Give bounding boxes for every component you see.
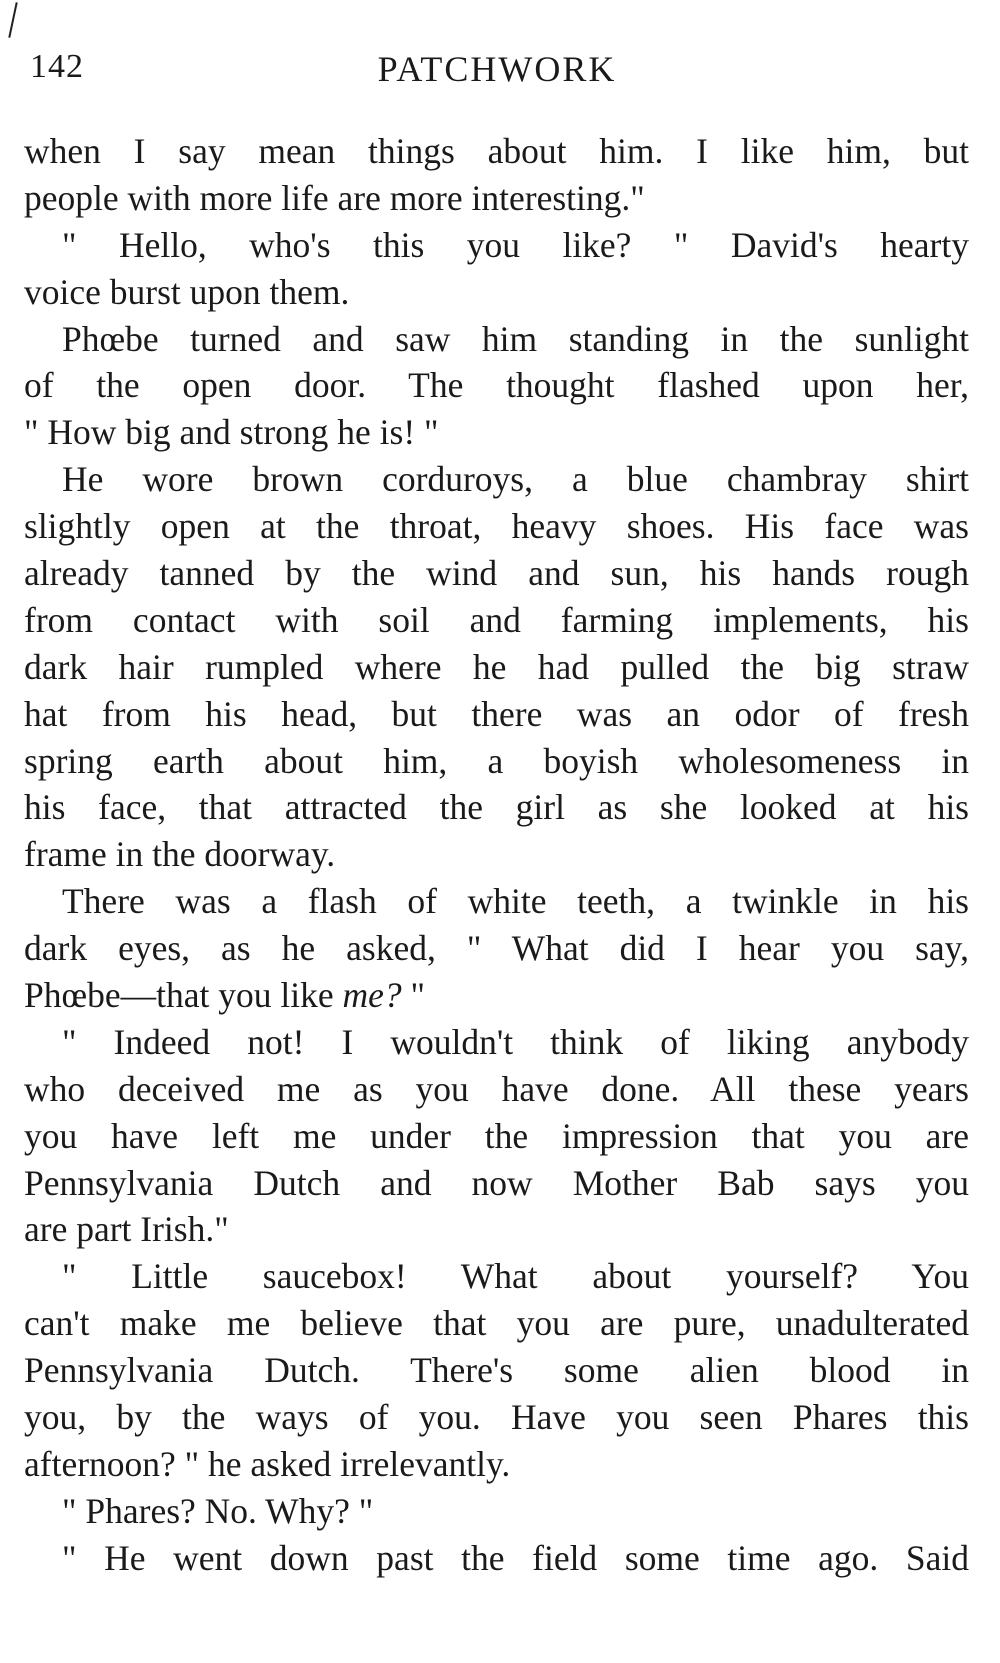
- text-line: from contact with soil and farming implements, his: [24, 599, 969, 640]
- text-line: Pennsylvania Dutch and now Mother Bab says you: [24, 1162, 969, 1203]
- text-line: who deceived me as you have done. All these years: [24, 1068, 969, 1109]
- text-line: of the open door. The thought flashed upon her,: [24, 365, 969, 406]
- text-line: you, by the ways of you. Have you seen Phares this: [24, 1397, 969, 1438]
- text-line: [24, 972, 969, 1019]
- text-line: already tanned by the wind and sun, his hands rough: [24, 553, 969, 594]
- page-number: 142: [30, 48, 84, 85]
- text-line: " He went down past the field some time ago. Said: [62, 1537, 969, 1578]
- text-line: frame in the doorway.: [24, 834, 336, 875]
- text-line: are part Irish.": [24, 1209, 229, 1250]
- text-segment: ": [401, 975, 426, 1016]
- text-line: hat from his head, but there was an odor of fresh: [24, 693, 969, 734]
- text-line: spring earth about him, a boyish wholesomeness in: [24, 740, 969, 781]
- text-line: people with more life are more interesting.": [24, 177, 645, 218]
- text-line: " Hello, who's this you like? " David's hearty: [62, 224, 969, 265]
- text-line: can't make me believe that you are pure, unadulterated: [24, 1303, 969, 1344]
- text-line: dark eyes, as he asked, " What did I hear you say,: [24, 928, 969, 969]
- text-line: Pennsylvania Dutch. There's some alien blood in: [24, 1350, 969, 1391]
- text-line: when I say mean things about him. I like him, but: [24, 131, 969, 171]
- text-line: his face, that attracted the girl as she looked at his: [24, 787, 969, 828]
- text-line: you have left me under the impression that you are: [24, 1115, 969, 1156]
- text-line: " How big and strong he is! ": [24, 412, 439, 453]
- text-line: There was a flash of white teeth, a twinkle in his: [62, 881, 969, 922]
- text-line: He wore brown corduroys, a blue chambray shirt: [62, 459, 969, 500]
- text-line: " Indeed not! I wouldn't think of liking anybody: [62, 1021, 969, 1062]
- running-title: PATCHWORK: [377, 49, 617, 89]
- page-header: [22, 38, 972, 98]
- text-line: " Phares? No. Why? ": [62, 1490, 374, 1531]
- text-line: " Little saucebox! What about yourself? You: [62, 1256, 969, 1297]
- body-text: [24, 128, 969, 1582]
- text-line: afternoon? " he asked irrelevantly.: [24, 1443, 511, 1484]
- pen-mark: [8, 2, 17, 38]
- text-line: voice burst upon them.: [24, 271, 350, 312]
- text-line: dark hair rumpled where he had pulled the big straw: [24, 646, 969, 687]
- text-line: slightly open at the throat, heavy shoes. His face was: [24, 506, 969, 547]
- text-segment: Phœbe—that you like: [24, 975, 343, 1016]
- italic-word: me?: [342, 975, 402, 1016]
- text-line: Phœbe turned and saw him standing in the sunlight: [62, 318, 969, 359]
